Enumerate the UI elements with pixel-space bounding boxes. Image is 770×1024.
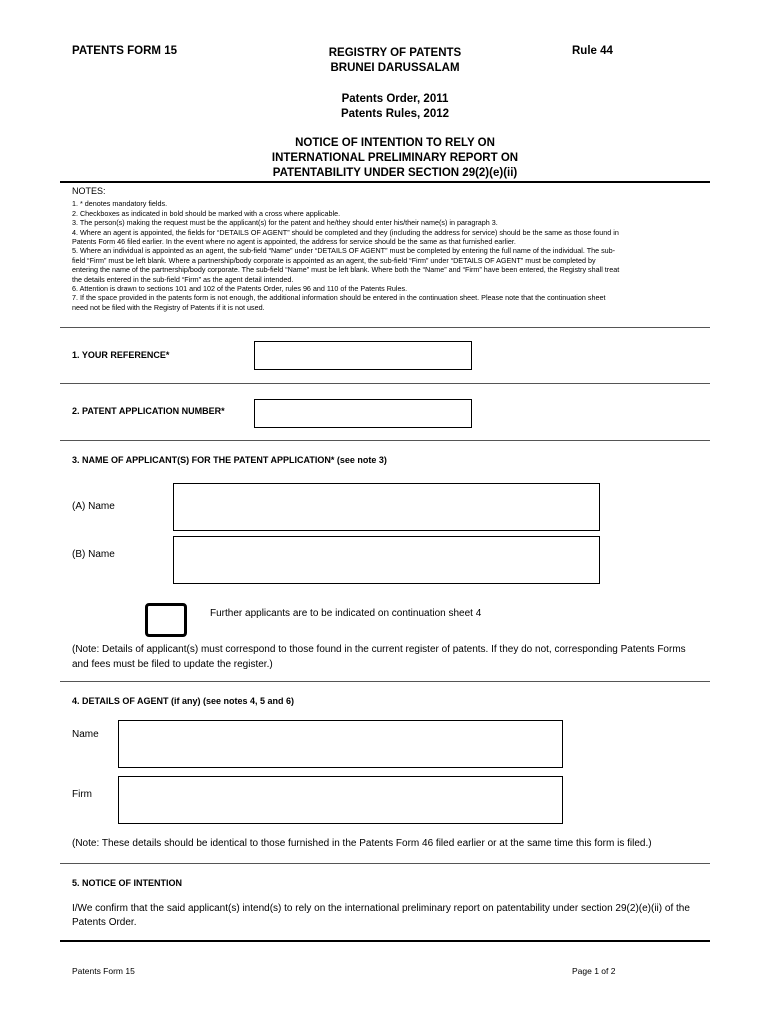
name-b-input[interactable] [173, 536, 600, 584]
applicant-note-line1: (Note: Details of applicant(s) must correspond to those found in the current register of patents. If they do not, corresponding Patents Forms [72, 644, 686, 655]
application-number-label: 2. PATENT APPLICATION NUMBER* [72, 406, 225, 416]
applicant-note-line2: and fees must be filed to update the register.) [72, 659, 273, 670]
name-b-label: (B) Name [72, 549, 115, 560]
note-line: 7. If the space provided in the patents form is not enough, the additional information should be entered in the continuation sheet. Please note that the continuation sheet [72, 293, 606, 303]
agent-name-label: Name [72, 729, 99, 740]
agent-name-input[interactable] [118, 720, 563, 768]
agent-firm-input[interactable] [118, 776, 563, 824]
note-line: Patents Form 46 filed earlier. In the event where no agent is appointed, the address for service should be the same as that furnished earlier. [72, 237, 516, 247]
notice-text-line1: I/We confirm that the said applicant(s) intend(s) to rely on the international preliminary report on patentability under section 29(2)(e)(ii) of the [72, 903, 690, 914]
applicants-section-title: 3. NAME OF APPLICANT(S) FOR THE PATENT APPLICATION* (see note 3) [72, 455, 387, 465]
order-title: Patents Order, 2011 [341, 93, 449, 105]
footer-page-number: Page 1 of 2 [572, 966, 616, 976]
form-label: PATENTS FORM 15 [72, 45, 177, 57]
header-divider [60, 181, 710, 183]
note-line: entering the name of the partnership/body corporate. The sub-field “Name” must be left blank. Where both the “Name” and “Firm” have been entered, the Registry shall treat [72, 265, 620, 275]
agent-note: (Note: These details should be identical to those furnished in the Patents Form 46 filed earlier or at the same time this form is filed.) [72, 838, 652, 849]
note-line: 1. * denotes mandatory fields. [72, 199, 168, 209]
note-line: 6. Attention is drawn to sections 101 and 102 of the Patents Order, rules 96 and 110 of the Patents Rules. [72, 284, 408, 294]
rules-title: Patents Rules, 2012 [340, 108, 450, 120]
footer-form-name: Patents Form 15 [72, 966, 135, 976]
notes-heading: NOTES: [72, 186, 106, 196]
section-divider [60, 863, 710, 864]
section-divider [60, 440, 710, 441]
registry-title-line2: BRUNEI DARUSSALAM [330, 62, 460, 74]
application-number-input[interactable] [254, 399, 472, 428]
your-reference-input[interactable] [254, 341, 472, 370]
note-line: 3. The person(s) making the request must be the applicant(s) for the patent and he/they should enter his/their name(s) in paragraph 3. [72, 218, 498, 228]
name-a-label: (A) Name [72, 501, 115, 512]
rule-label: Rule 44 [572, 45, 613, 57]
name-a-input[interactable] [173, 483, 600, 531]
note-line: the details entered in the sub-field “Firm” as the agent detail intended. [72, 274, 294, 284]
agent-firm-label: Firm [72, 789, 92, 800]
section-divider [60, 681, 710, 682]
notice-section-title: 5. NOTICE OF INTENTION [72, 878, 183, 888]
your-reference-label: 1. YOUR REFERENCE* [72, 350, 170, 360]
continuation-checkbox[interactable] [145, 603, 187, 637]
notice-text-line2: Patents Order. [72, 917, 137, 928]
agent-section-title: 4. DETAILS OF AGENT (if any) (see notes 4, 5 and 6) [72, 696, 295, 706]
notes-divider [60, 327, 710, 328]
note-line: need not be filed with the Registry of Patents if it is not used. [72, 302, 265, 312]
registry-title-line1: REGISTRY OF PATENTS [328, 47, 462, 59]
note-line: 2. Checkboxes as indicated in bold should be marked with a cross where applicable. [72, 208, 341, 218]
notice-title-line3: PATENTABILITY UNDER SECTION 29(2)(e)(ii) [272, 167, 518, 179]
notice-title-line2: INTERNATIONAL PRELIMINARY REPORT ON [271, 152, 519, 164]
notice-title-line1: NOTICE OF INTENTION TO RELY ON [295, 137, 495, 149]
note-line: field “Firm” must be left blank. Where a partnership/body corporate is appointed as an agent, the sub-field “Firm” under “DETAILS OF AGENT” must be completed by [72, 255, 596, 265]
footer-divider [60, 940, 710, 942]
note-line: 4. Where an agent is appointed, the fields for “DETAILS OF AGENT” should be completed and they (including the address for service) should be the same as those found in [72, 227, 619, 237]
note-line: 5. Where an individual is appointed as an agent, the sub-field “Name” under “DETAILS OF AGENT” must be completed by entering the full name of the individual. The sub- [72, 246, 616, 256]
notes-block [72, 187, 642, 312]
continuation-text: Further applicants are to be indicated on continuation sheet 4 [210, 608, 482, 619]
section-divider [60, 383, 710, 384]
